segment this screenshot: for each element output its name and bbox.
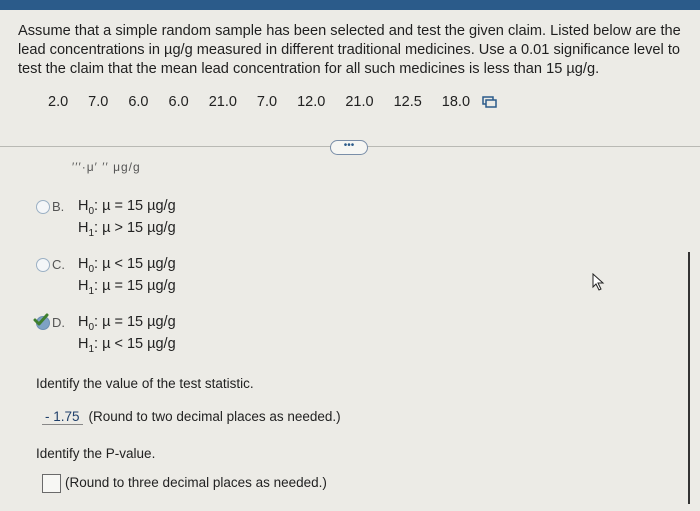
null-hypothesis: $H_0$: µ < 15 µg/g <box>78 256 176 275</box>
data-value: 12.0 <box>297 94 326 110</box>
more-button[interactable]: ••• <box>330 140 368 155</box>
p-value-hint: (Round to three decimal places as needed.) <box>65 475 327 490</box>
null-hypothesis: $H_0$: µ = 15 µg/g <box>78 198 176 217</box>
alternative-hypothesis: $H_1$: µ > 15 µg/g <box>78 220 176 239</box>
option-letter: B. <box>52 199 65 214</box>
cutoff-option-text: ′′′·μ′ ′′ μg/g <box>72 160 141 174</box>
data-value: 6.0 <box>128 94 149 110</box>
data-value: 21.0 <box>345 94 374 110</box>
data-value: 21.0 <box>208 94 237 110</box>
data-value: 7.0 <box>256 94 278 110</box>
test-statistic-hint: (Round to two decimal places as needed.) <box>88 409 341 424</box>
radio-button[interactable] <box>36 200 50 214</box>
question-text: Assume that a simple random sample has been selected and test the given claim. Listed below are the lead concentrations in µg/g measured in different traditional medicines. Use a 0.01 significance level to test the claim that the mean lead concentration for all such medicines is less than 15 µg/g. <box>18 23 681 77</box>
data-value: 2.0 <box>48 94 69 110</box>
copy-icon[interactable] <box>482 96 498 108</box>
p-value-prompt: Identify the P-value. <box>36 446 156 461</box>
p-value-input[interactable] <box>42 474 61 493</box>
data-value: 12.5 <box>393 94 422 110</box>
alternative-hypothesis: $H_1$: µ = 15 µg/g <box>78 278 176 297</box>
cursor-icon <box>591 273 607 291</box>
top-bar <box>0 0 700 10</box>
option-letter: C. <box>52 257 65 272</box>
data-value: 6.0 <box>168 94 189 110</box>
alternative-hypothesis: $H_1$: µ < 15 µg/g <box>78 336 176 355</box>
null-hypothesis: $H_0$: µ = 15 µg/g <box>78 314 176 333</box>
test-statistic-answer <box>42 409 341 424</box>
test-statistic-value[interactable]: - 1.75 <box>42 409 83 425</box>
scrollbar[interactable] <box>688 252 690 504</box>
radio-button[interactable] <box>36 258 50 272</box>
data-value: 7.0 <box>88 94 109 110</box>
test-statistic-prompt: Identify the value of the test statistic. <box>36 376 254 391</box>
option-letter: D. <box>52 315 65 330</box>
data-values-row <box>48 94 498 110</box>
data-value: 18.0 <box>441 94 471 110</box>
check-icon <box>33 312 49 328</box>
